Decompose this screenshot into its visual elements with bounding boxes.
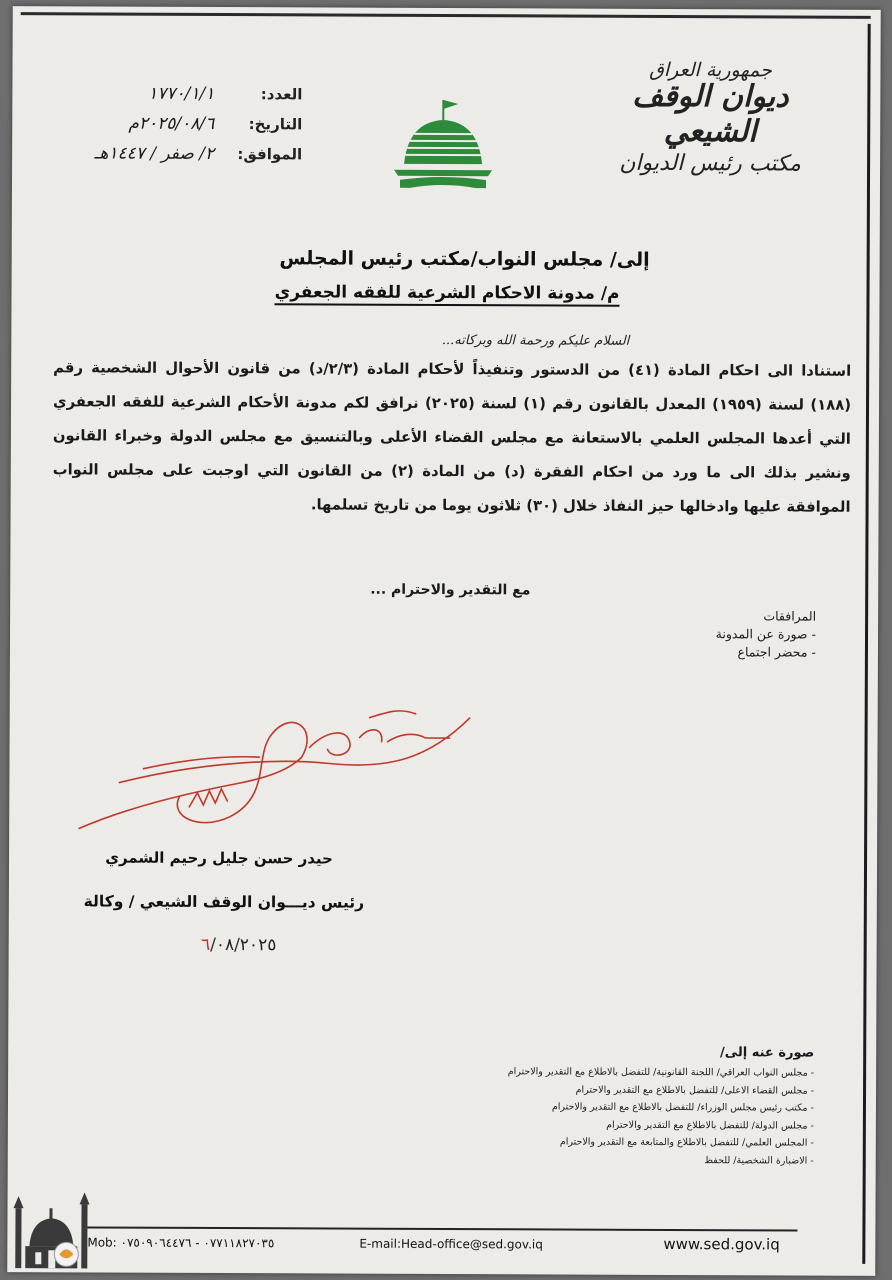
footer-email: E-mail:Head-office@sed.gov.iq: [359, 1236, 543, 1252]
footer-mobile: Mob: ٠٧٧١١٨٢٧٠٣٥ - ٠٧٥٠٩٠٦٤٤٧٦: [87, 1235, 275, 1251]
date-label: التاريخ:: [248, 115, 303, 134]
signature-date: [169, 935, 309, 956]
cc-title: صورة عنه إلى/: [719, 1045, 815, 1061]
letter-meta: [72, 78, 302, 169]
letterhead-country: جمهورية العراق: [649, 58, 772, 82]
attachment-item: - محضر اجتماع: [737, 644, 816, 660]
signature-date-rest: /٠٨/٢٠٢٥: [210, 934, 277, 956]
footer-website: www.sed.gov.iq: [663, 1234, 780, 1254]
cc-block: [454, 1044, 815, 1170]
handwritten-signature: [69, 696, 490, 848]
body-paragraph: استنادا الى احكام المادة (٤١) من الدستور وتنفيذاً لأحكام المادة (٢/٣/د) من قانون الأحوال الشخصية رقم (١٨٨) لسنة (١٩٥٩) المعدل بالقانون رقم (١) لسنة (٢٠٢٥) نرافق لكم مدونة الأحكام الشرعية للفقه الجعفري التي أعدها المجلس العلمي بالاستعانة مع مجلس القضاء الأعلى وبالتنسيق مع مجلس الدولة وخبراء القانون ونشير بذلك الى ما ورد من احكام الفقرة (د) من المادة (٢) من القانون التي اوجبت على مجلس النواب الموافقة عليها وادخالها حيز النفاذ خلال (٣٠) ثلاثون يوما من تاريخ تسلمها.: [52, 359, 852, 516]
attachments-block: [556, 606, 816, 661]
corner-watermark-icon: [51, 1240, 81, 1268]
cc-item: - مكتب رئيس مجلس الوزراء/ للتفضل بالاطلاع مع التقدير والاحترام: [551, 1101, 814, 1114]
number-value: ١٧٧٠/١/١: [148, 83, 215, 104]
footer-rule: [87, 1226, 797, 1231]
cc-item: - الاضبارة الشخصية/ للحفظ: [704, 1154, 814, 1167]
letterhead-institution: ديوان الوقف الشيعي: [632, 78, 789, 150]
cc-item: - مجلس القضاء الاعلى/ للتفضل بالاطلاع مع التقدير والاحترام: [575, 1084, 815, 1097]
letter-paper: [7, 6, 881, 1276]
number-label: العدد:: [260, 85, 303, 104]
subject-line: م/ مدونة الاحكام الشرعية للفقه الجعفري: [275, 282, 620, 307]
letterhead: [595, 59, 826, 177]
signature-date-day: ٦: [200, 934, 211, 955]
cc-item: - مجلس الدولة/ للتفضل بالاطلاع مع التقدير والاحترام: [606, 1119, 814, 1132]
dome-emblem-icon: [386, 96, 496, 196]
attachment-item: - صورة عن المدونة: [715, 626, 817, 642]
cc-item: - مجلس النواب العراقي/ اللجنة القانونية/ للتفضل بالاطلاع مع التقدير والاحترام: [507, 1066, 815, 1079]
date-value: ٢٠٢٥/٠٨/٦م: [128, 113, 215, 134]
addressee: إلى/ مجلس النواب/مكتب رئيس المجلس: [279, 247, 650, 271]
signer-title: رئيس ديـــوان الوقف الشيعي / وكالة: [83, 892, 365, 912]
top-border-line: [21, 12, 871, 19]
attachments-title: المرافقات: [763, 608, 817, 624]
closing-regards: مع التقدير والاحترام ...: [370, 581, 531, 599]
right-border-line: [862, 24, 870, 1264]
letter-body: [53, 351, 852, 524]
hijri-label: الموافق:: [237, 145, 303, 164]
greeting: السلام عليكم ورحمة الله وبركاته...: [441, 332, 630, 349]
hijri-value: ٢/ صفر / ١٤٤٧هـ: [94, 143, 215, 164]
letterhead-office: مكتب رئيس الديوان: [619, 150, 801, 177]
cc-item: - المجلس العلمي/ للتفضل بالاطلاع والمتابعة مع التقدير والاحترام: [559, 1136, 814, 1149]
signer-name: حيدر حسن جليل رحيم الشمري: [105, 848, 333, 868]
